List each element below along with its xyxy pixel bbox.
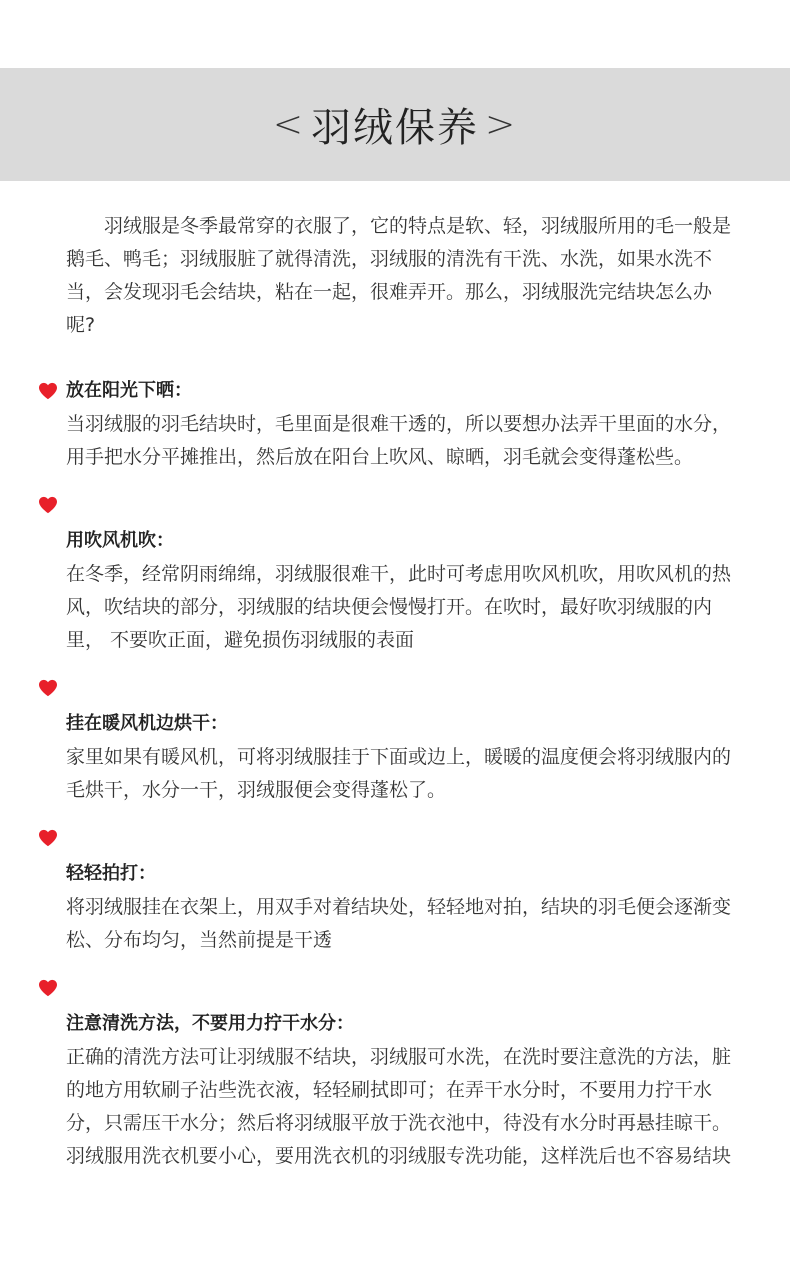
section-washing-method (66, 1009, 732, 1173)
title-banner (0, 68, 790, 181)
heart-icon (38, 496, 58, 514)
section-body: 家里如果有暖风机，可将羽绒服挂于下面或边上，暖暖的温度便会将羽绒服内的毛烘干，水分一干，羽绒服便会变得蓬松了。 (66, 746, 732, 801)
heart-icon (38, 829, 58, 847)
section-title: 用吹风机吹： (66, 530, 174, 551)
section-body: 正确的清洗方法可让羽绒服不结块，羽绒服可水洗，在洗时要注意洗的方法，脏的地方用软刷子沾些洗衣液，轻轻刷拭即可；在弄干水分时，不要用力拧干水分，只需压干水分；然后将羽绒服平放于洗衣池中，待没有水分时再悬挂晾干。羽绒服用洗衣机要小心，要用洗衣机的羽绒服专洗功能，这样洗后也不容易结块 (66, 1046, 732, 1167)
left-bracket: < (272, 104, 305, 145)
page-title (267, 96, 523, 153)
heart-icon (38, 979, 58, 997)
intro-paragraph: 羽绒服是冬季最常穿的衣服了，它的特点是软、轻，羽绒服所用的毛一般是鹅毛、鸭毛；羽绒服脏了就得清洗，羽绒服的清洗有干洗、水洗，如果水洗不当，会发现羽毛会结块，粘在一起，很难弄开。那么，羽绒服洗完结块怎么办呢? (66, 215, 732, 336)
page-title-text: 羽绒保养 (311, 105, 479, 151)
section-heater-dry (66, 709, 732, 807)
section-sun-dry (66, 376, 732, 474)
right-bracket: > (485, 104, 518, 145)
section-title: 挂在暖风机边烘干： (66, 713, 228, 734)
section-body: 将羽绒服挂在衣架上，用双手对着结块处，轻轻地对拍，结块的羽毛便会逐渐变松、分布均匀，当然前提是干透 (66, 896, 732, 951)
section-gentle-pat (66, 859, 732, 957)
heart-icon (38, 382, 58, 400)
article-content (66, 210, 732, 1173)
section-title: 放在阳光下晒： (66, 380, 192, 401)
section-title: 轻轻拍打： (66, 863, 156, 884)
section-body: 当羽绒服的羽毛结块时，毛里面是很难干透的，所以要想办法弄干里面的水分，用手把水分平摊推出，然后放在阳台上吹风、晾晒，羽毛就会变得蓬松些。 (66, 413, 732, 468)
section-title: 注意清洗方法，不要用力拧干水分： (66, 1013, 354, 1034)
heart-icon (38, 679, 58, 697)
section-body: 在冬季，经常阴雨绵绵，羽绒服很难干，此时可考虑用吹风机吹，用吹风机的热风，吹结块的部分，羽绒服的结块便会慢慢打开。在吹时，最好吹羽绒服的内里， 不要吹正面，避免损伤羽绒服的表面 (66, 563, 732, 651)
section-hair-dryer (66, 526, 732, 657)
